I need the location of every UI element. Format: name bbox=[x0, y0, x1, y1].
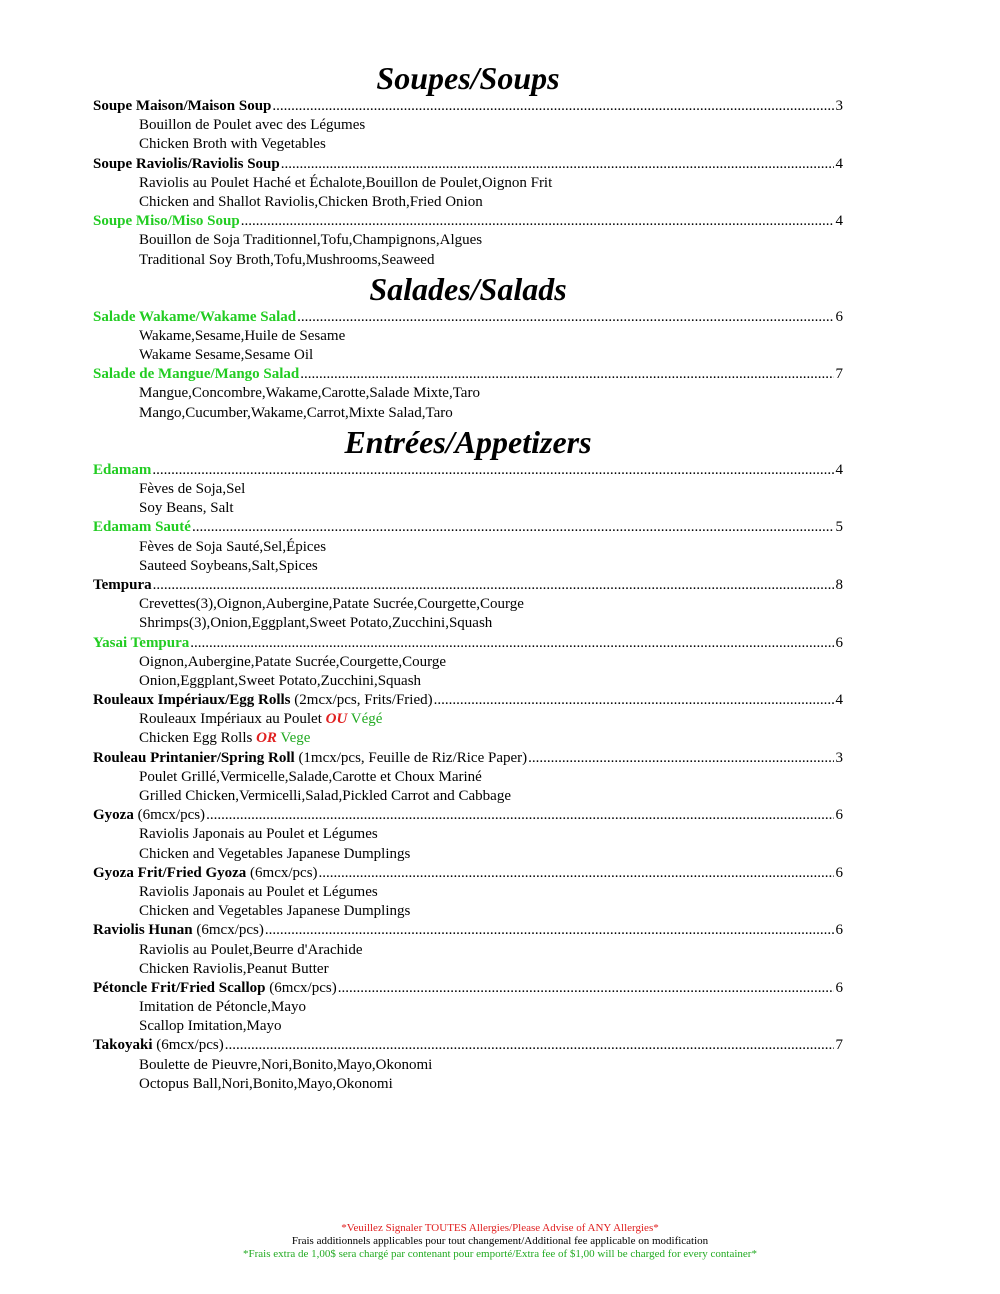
description-text: Mango,Cucumber,Wakame,Carrot,Mixte Salad,Taro bbox=[139, 404, 453, 421]
description-text: Oignon,Aubergine,Patate Sucrée,Courgette,Courge bbox=[139, 653, 447, 670]
menu-item-description-fr bbox=[93, 825, 843, 844]
menu-item-description-en bbox=[93, 135, 843, 154]
menu-item-note: (2mcx/pcs, Frits/Fried) bbox=[290, 692, 433, 709]
menu-item-heading bbox=[93, 806, 205, 825]
menu-item-description-en bbox=[93, 346, 843, 365]
description-text: Wakame,Sesame,Huile de Sesame bbox=[139, 327, 346, 344]
menu-item-price: 6 bbox=[835, 308, 843, 325]
menu-item-name: Gyoza Frit/Fried Gyoza bbox=[93, 864, 247, 881]
menu-item-heading bbox=[93, 1036, 224, 1055]
menu-item-description-en bbox=[93, 499, 843, 518]
section-title: Soupes/Soups bbox=[376, 60, 560, 96]
menu-item-name: Soupe Raviolis/Raviolis Soup bbox=[93, 155, 280, 172]
description-text: Fèves de Soja,Sel bbox=[139, 481, 246, 497]
menu-item-heading bbox=[93, 691, 433, 710]
menu-item-price: 8 bbox=[835, 576, 843, 593]
menu-item-price: 6 bbox=[835, 634, 843, 651]
menu-item-heading bbox=[93, 212, 240, 231]
menu-item bbox=[93, 1036, 843, 1055]
section-title: Entrées/Appetizers bbox=[344, 423, 592, 460]
description-text: Onion,Eggplant,Sweet Potato,Zucchini,Squash bbox=[139, 672, 422, 689]
menu-item-note: (6mcx/pcs) bbox=[152, 1037, 224, 1054]
allergy-notice: *Veuillez Signaler TOUTES Allergies/Please Advise of ANY Allergies* bbox=[341, 1222, 659, 1234]
menu-item-description-en bbox=[93, 729, 843, 748]
menu-item-description-en bbox=[93, 614, 843, 633]
menu-item-price: 4 bbox=[835, 213, 843, 230]
menu-item bbox=[93, 979, 843, 998]
menu-item-description-en bbox=[93, 845, 843, 864]
menu-item-price: 5 bbox=[835, 519, 843, 536]
description-text: Chicken Raviolis,Peanut Butter bbox=[139, 960, 329, 977]
menu-item-name: Tempura bbox=[93, 576, 152, 593]
menu-item bbox=[93, 864, 843, 883]
description-text: Crevettes(3),Oignon,Aubergine,Patate Sucrée,Courgette,Courge bbox=[139, 596, 524, 613]
menu-item-price: 3 bbox=[835, 98, 843, 114]
menu-item-heading bbox=[93, 518, 191, 537]
description-text: Octopus Ball,Nori,Bonito,Mayo,Okonomi bbox=[139, 1075, 393, 1092]
menu-item bbox=[93, 691, 843, 710]
menu-item-name: Raviolis Hunan bbox=[93, 922, 193, 939]
dot-leader bbox=[319, 864, 834, 883]
description-text: Poulet Grillé,Vermicelle,Salade,Carotte et Choux Mariné bbox=[139, 768, 482, 785]
menu-item-heading bbox=[93, 461, 151, 480]
or-word: OR bbox=[256, 730, 277, 747]
menu-item-heading bbox=[93, 979, 337, 998]
dot-leader bbox=[206, 806, 834, 825]
dot-leader bbox=[338, 979, 834, 998]
description-text: Shrimps(3),Onion,Eggplant,Sweet Potato,Zucchini,Squash bbox=[139, 615, 493, 632]
menu-item-heading bbox=[93, 365, 299, 384]
menu-item-description-en bbox=[93, 672, 843, 691]
menu-item-description-en bbox=[93, 1075, 843, 1094]
menu-item bbox=[93, 921, 843, 940]
menu-item bbox=[93, 806, 843, 825]
menu-item bbox=[93, 97, 843, 116]
menu-item-description-fr bbox=[93, 595, 843, 614]
description-text: Raviolis au Poulet,Beurre d'Arachide bbox=[139, 941, 363, 958]
description-text: Mangue,Concombre,Wakame,Carotte,Salade Mixte,Taro bbox=[139, 385, 480, 402]
menu-item-note: (6mcx/pcs) bbox=[192, 922, 264, 939]
section-title: Salades/Salads bbox=[369, 270, 567, 307]
menu-item-price: 4 bbox=[835, 155, 843, 172]
menu-item-heading bbox=[93, 308, 296, 327]
dot-leader bbox=[152, 461, 834, 480]
menu-item-name: Gyoza bbox=[93, 807, 134, 824]
menu-item-heading bbox=[93, 749, 527, 768]
menu-item-name: Pétoncle Frit/Fried Scallop bbox=[93, 979, 266, 996]
menu-content bbox=[93, 59, 843, 1094]
vege-option: Vege bbox=[276, 730, 311, 747]
menu-item-description-en bbox=[93, 902, 843, 921]
menu-item bbox=[93, 518, 843, 537]
menu-item-name: Takoyaki bbox=[93, 1037, 153, 1054]
menu-item-description-fr bbox=[93, 538, 843, 557]
menu-item-description-en bbox=[93, 193, 843, 212]
menu-item-description-fr bbox=[93, 384, 843, 403]
menu-item-price: 3 bbox=[835, 749, 843, 766]
menu-item bbox=[93, 576, 843, 595]
dot-leader bbox=[272, 97, 834, 116]
menu-item-price: 6 bbox=[835, 864, 843, 881]
footer bbox=[0, 1222, 1000, 1261]
menu-item-price: 6 bbox=[835, 979, 843, 996]
menu-item-description-fr bbox=[93, 653, 843, 672]
description-text: Fèves de Soja Sauté,Sel,Épices bbox=[139, 538, 327, 555]
description-text: Boulette de Pieuvre,Nori,Bonito,Mayo,Okonomi bbox=[139, 1056, 433, 1073]
menu-item-heading bbox=[93, 576, 152, 595]
menu-item-description-fr bbox=[93, 174, 843, 193]
menu-item-note: (6mcx/pcs) bbox=[133, 807, 206, 824]
menu-item-price: 6 bbox=[835, 922, 843, 939]
menu-item-price: 7 bbox=[835, 1037, 843, 1054]
menu-item-price: 7 bbox=[835, 366, 843, 383]
description-text: Wakame Sesame,Sesame Oil bbox=[139, 347, 314, 364]
menu-item-description-en bbox=[93, 404, 843, 423]
menu-item-heading bbox=[93, 921, 264, 940]
description-text: Scallop Imitation,Mayo bbox=[139, 1018, 282, 1035]
menu-item-description-fr bbox=[93, 116, 843, 135]
menu-item-description-en bbox=[93, 960, 843, 979]
menu-item-price: 4 bbox=[835, 461, 843, 478]
menu-item-description-fr bbox=[93, 327, 843, 346]
or-word: OU bbox=[325, 711, 348, 728]
description-text: Chicken and Shallot Raviolis,Chicken Broth,Fried Onion bbox=[139, 193, 483, 210]
menu-item bbox=[93, 155, 843, 174]
description-text: Chicken Broth with Vegetables bbox=[139, 136, 326, 153]
fee-notice: Frais additionnels applicables pour tout changement/Additional fee applicable on modification bbox=[291, 1235, 709, 1247]
menu-item-name: Salade Wakame/Wakame Salad bbox=[93, 308, 297, 325]
menu-item-price: 6 bbox=[835, 807, 843, 824]
menu-item-price: 4 bbox=[835, 692, 843, 709]
menu-item-heading bbox=[93, 864, 318, 883]
dot-leader bbox=[241, 212, 834, 231]
description-text: Raviolis Japonais au Poulet et Légumes bbox=[139, 883, 378, 900]
menu-item-description-fr bbox=[93, 768, 843, 787]
dot-leader bbox=[281, 155, 834, 174]
menu-item-description-fr bbox=[93, 710, 843, 729]
menu-item-heading bbox=[93, 634, 189, 653]
menu-item-name: Salade de Mangue/Mango Salad bbox=[93, 366, 300, 383]
menu-item-description-fr bbox=[93, 883, 843, 902]
description-text: Grilled Chicken,Vermicelli,Salad,Pickled Carrot and Cabbage bbox=[139, 788, 511, 804]
menu-item-description-en bbox=[93, 251, 843, 270]
menu-item-name: Soupe Miso/Miso Soup bbox=[93, 213, 240, 230]
menu-item-name: Rouleau Printanier/Spring Roll bbox=[93, 749, 295, 766]
menu-item-description-fr bbox=[93, 480, 843, 499]
dot-leader bbox=[297, 308, 834, 327]
description-text: Chicken and Vegetables Japanese Dumplings bbox=[139, 903, 411, 920]
menu-item-name: Edamam bbox=[93, 461, 152, 478]
description-text: Chicken Egg Rolls bbox=[139, 730, 257, 747]
vege-option: Végé bbox=[347, 711, 383, 728]
description-text: Bouillon de Poulet avec des Légumes bbox=[139, 117, 366, 134]
dot-leader bbox=[265, 921, 834, 940]
menu-item-name: Soupe Maison/Maison Soup bbox=[93, 98, 272, 114]
dot-leader bbox=[190, 634, 834, 653]
dot-leader bbox=[434, 691, 834, 710]
menu-item-note: (6mcx/pcs) bbox=[246, 864, 318, 881]
description-text: Soy Beans, Salt bbox=[139, 500, 234, 517]
description-text: Sauteed Soybeans,Salt,Spices bbox=[139, 557, 318, 574]
menu-item-name: Yasai Tempura bbox=[93, 634, 190, 651]
menu-item-description-en bbox=[93, 787, 843, 806]
menu-item-description-en bbox=[93, 557, 843, 576]
description-text: Raviolis au Poulet Haché et Échalote,Bouillon de Poulet,Oignon Frit bbox=[139, 174, 553, 191]
menu-item-description-fr bbox=[93, 941, 843, 960]
dot-leader bbox=[225, 1036, 834, 1055]
menu-item-name: Edamam Sauté bbox=[93, 519, 191, 536]
menu-item bbox=[93, 461, 843, 480]
container-fee-notice: *Frais extra de 1,00$ sera chargé par contenant pour emporté/Extra fee of $1,00 will be charged for every container* bbox=[243, 1248, 757, 1260]
description-text: Raviolis Japonais au Poulet et Légumes bbox=[139, 826, 378, 843]
description-text: Chicken and Vegetables Japanese Dumplings bbox=[139, 845, 411, 862]
menu-item-note: (6mcx/pcs) bbox=[265, 979, 337, 996]
menu-item-description-fr bbox=[93, 1056, 843, 1075]
menu-item bbox=[93, 308, 843, 327]
description-text: Bouillon de Soja Traditionnel,Tofu,Champignons,Algues bbox=[139, 232, 483, 249]
menu-item-heading bbox=[93, 155, 280, 174]
dot-leader bbox=[300, 365, 834, 384]
description-text: Imitation de Pétoncle,Mayo bbox=[139, 999, 307, 1016]
description-text: Traditional Soy Broth,Tofu,Mushrooms,Seaweed bbox=[139, 251, 435, 268]
menu-item-heading bbox=[93, 97, 271, 116]
menu-item bbox=[93, 634, 843, 653]
dot-leader bbox=[528, 749, 834, 768]
menu-item-description-fr bbox=[93, 998, 843, 1017]
menu-item bbox=[93, 212, 843, 231]
menu-item bbox=[93, 749, 843, 768]
dot-leader bbox=[153, 576, 834, 595]
menu-item-description-fr bbox=[93, 231, 843, 250]
menu-item-description-en bbox=[93, 1017, 843, 1036]
description-text: Rouleaux Impériaux au Poulet bbox=[139, 711, 326, 728]
menu-item-name: Rouleaux Impériaux/Egg Rolls bbox=[93, 692, 291, 709]
dot-leader bbox=[192, 518, 834, 537]
menu-item-note: (1mcx/pcs, Feuille de Riz/Rice Paper) bbox=[294, 749, 528, 766]
menu-item bbox=[93, 365, 843, 384]
